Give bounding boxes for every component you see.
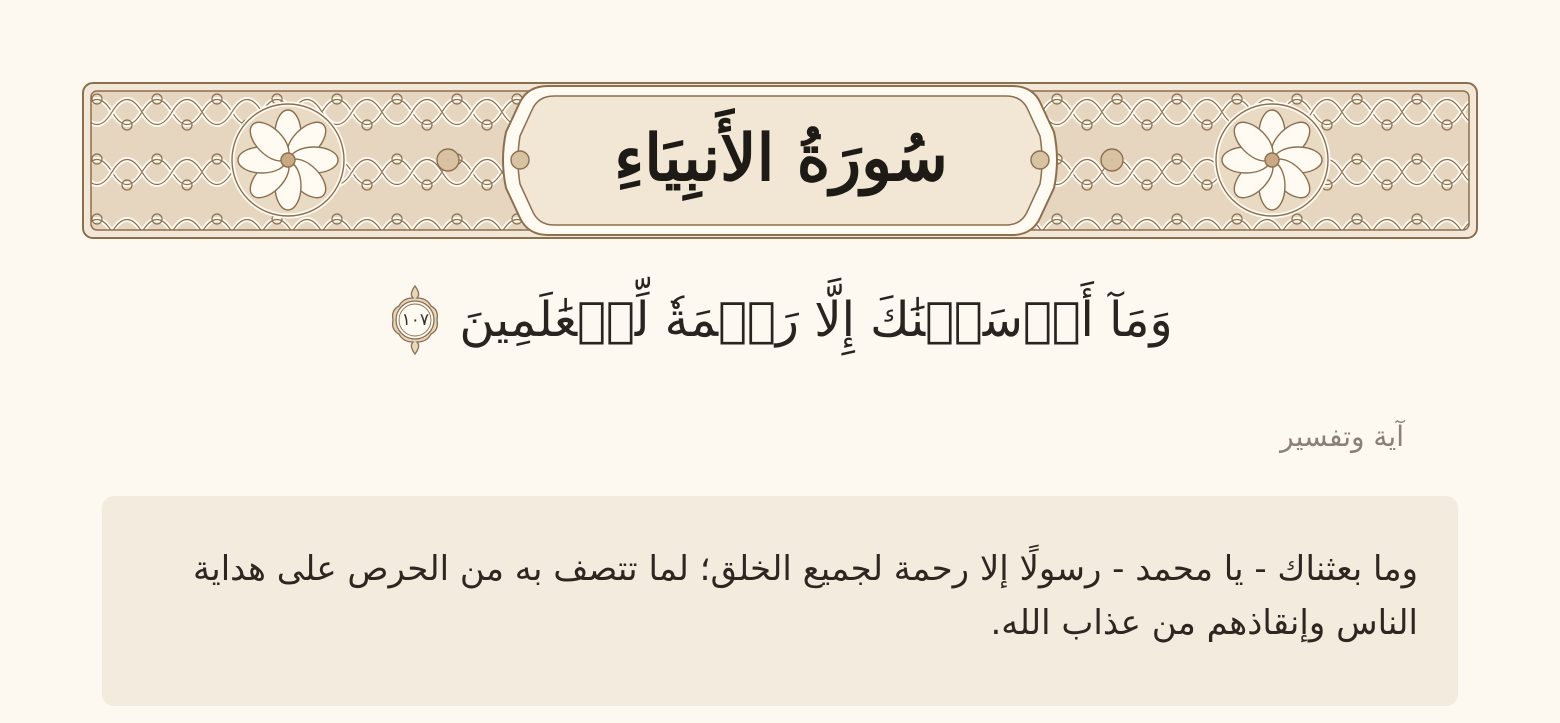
tafsir-card [102, 496, 1458, 706]
tafsir-text: وما بعثناك - يا محمد - رسولًا إلا رحمة لجميع الخلق؛ لما تتصف به من الحرص على هداية الناس وإنقاذهم من عذاب الله. [193, 549, 1418, 643]
ayah-number: ١٠٧ [401, 310, 430, 330]
surah-title: سُورَةُ الأَنبِيَاءِ [614, 120, 948, 196]
section-label: آية وتفسير [1280, 420, 1404, 453]
ayah-line[interactable] [0, 275, 1560, 365]
ayah-end-marker [387, 284, 443, 356]
ayah-text: وَمَآ أَرۡسَلۡنَٰكَ إِلَّا رَحۡمَةٗ لِّلۡعَٰلَمِينَ [459, 292, 1173, 348]
